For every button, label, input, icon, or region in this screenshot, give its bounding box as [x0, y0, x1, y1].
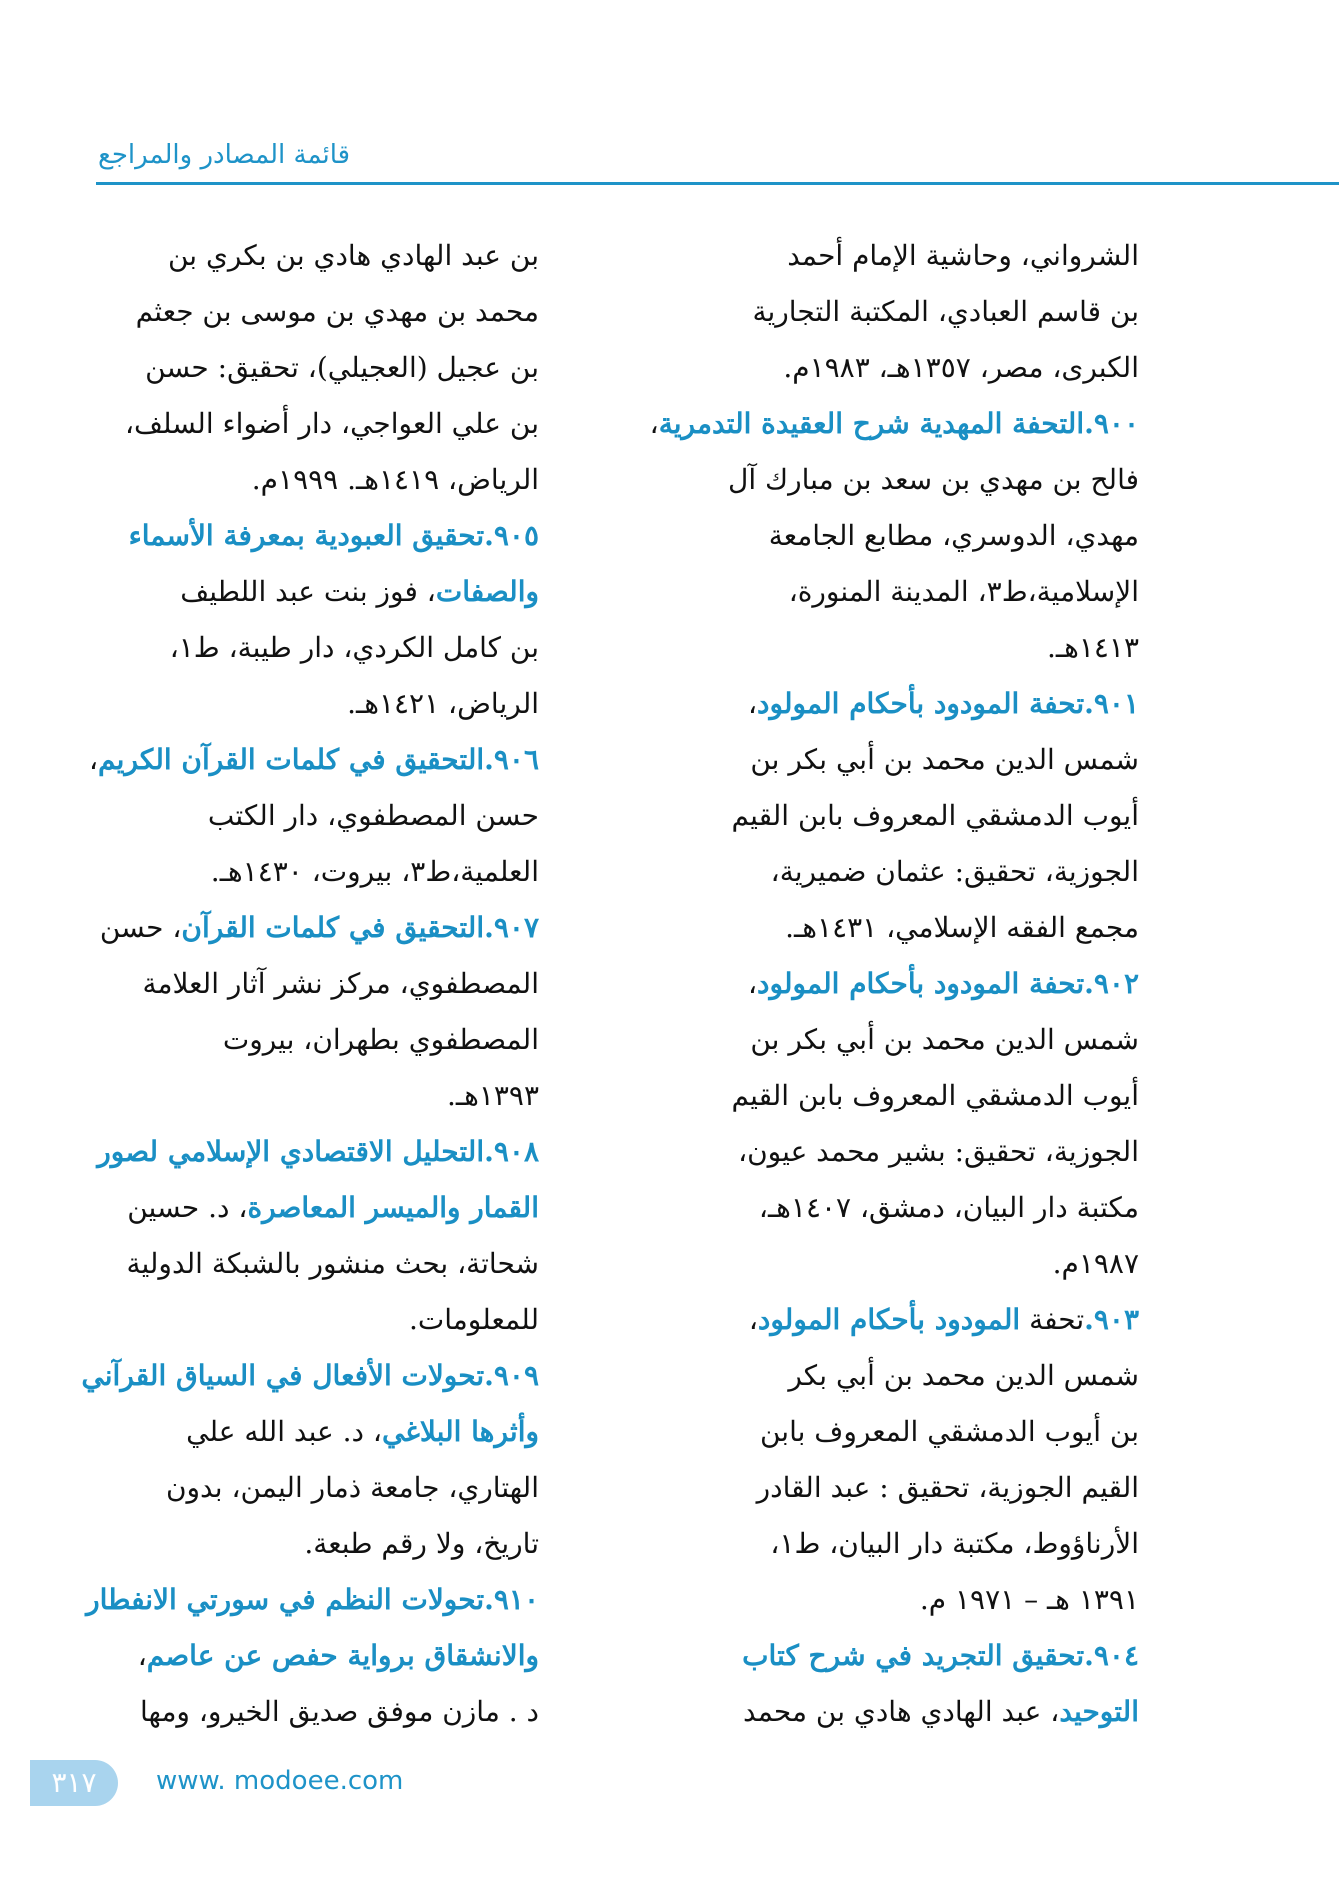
- text-line: [119, 620, 539, 676]
- text-line: [81, 1348, 539, 1404]
- text-line: [119, 340, 539, 396]
- text-line: [119, 844, 539, 900]
- text-line: [119, 396, 539, 452]
- text-line: [639, 1404, 1139, 1460]
- entry-number: ٩٠٨.: [484, 1135, 539, 1168]
- text-line: [119, 1068, 539, 1124]
- entry-title: تحفة المودود بأحكام المولود: [757, 687, 1085, 720]
- text-line: [639, 900, 1139, 956]
- text-line: [639, 1628, 1139, 1684]
- entry-title: التوحيد: [1059, 1695, 1139, 1728]
- entry-text: ١٣٩٣هـ.: [446, 1079, 539, 1112]
- page-header-title: قائمة المصادر والمراجع: [98, 140, 351, 170]
- entry-text: للمعلومات.: [408, 1303, 539, 1336]
- entry-title: والصفات: [435, 575, 539, 608]
- text-line: [639, 844, 1139, 900]
- entry-text: بن أيوب الدمشقي المعروف بابن: [759, 1415, 1139, 1448]
- text-line: [639, 508, 1139, 564]
- entry-title: والانشقاق برواية حفص عن عاصم: [146, 1639, 539, 1672]
- text-line: [639, 1572, 1139, 1628]
- text-line: [119, 788, 539, 844]
- text-line: [639, 564, 1139, 620]
- entry-text: تاريخ، ولا رقم طبعة.: [304, 1527, 539, 1560]
- text-line: [639, 1180, 1139, 1236]
- text-line: [639, 732, 1139, 788]
- text-line: [639, 676, 1139, 732]
- entry-text: مجمع الفقه الإسلامي، ١٤٣١هـ.: [785, 911, 1139, 944]
- entry-text: الكبرى، مصر، ١٣٥٧هـ، ١٩٨٣م.: [783, 351, 1139, 384]
- text-line: [119, 564, 539, 620]
- entry-text: ، عبد الهادي هادي بن محمد: [743, 1695, 1060, 1728]
- entry-text: القيم الجوزية، تحقيق : عبد القادر: [756, 1471, 1139, 1504]
- entry-text: أيوب الدمشقي المعروف بابن القيم: [731, 799, 1139, 832]
- text-line: [119, 228, 539, 284]
- entry-text: ،: [747, 687, 758, 720]
- entry-text: ١٣٩١ هـ – ١٩٧١ م.: [919, 1583, 1139, 1616]
- text-line: [639, 1236, 1139, 1292]
- entry-title: تحفة المودود بأحكام المولود: [757, 967, 1085, 1000]
- text-line: [119, 1012, 539, 1068]
- text-line: [119, 508, 539, 564]
- entry-text: الجوزية، تحقيق: عثمان ضميرية،: [770, 855, 1139, 888]
- text-line: [639, 1460, 1139, 1516]
- entry-text: شمس الدين محمد بن أبي بكر بن: [750, 1023, 1139, 1056]
- entry-text: ،: [649, 407, 659, 440]
- entry-title: تحقيق التجريد في شرح كتاب: [742, 1639, 1085, 1672]
- text-line: [99, 900, 539, 956]
- entry-title: تحولات النظم في سورتي الانفطار: [86, 1583, 485, 1616]
- entry-title: التحقيق في كلمات القرآن: [181, 911, 485, 944]
- entry-title: تحقيق العبودية بمعرفة الأسماء: [128, 519, 485, 552]
- entry-text: بن علي العواجي، دار أضواء السلف،: [125, 407, 539, 440]
- entry-text: أيوب الدمشقي المعروف بابن القيم: [731, 1079, 1139, 1112]
- entry-text: بن قاسم العبادي، المكتبة التجارية: [752, 295, 1139, 328]
- text-line: [119, 1292, 539, 1348]
- entry-title: التحقيق في كلمات القرآن الكريم: [98, 743, 485, 776]
- text-line: [119, 1684, 539, 1740]
- right-column: [639, 228, 1139, 1740]
- text-line: [86, 1572, 539, 1628]
- entry-number: ٩٠٥.: [484, 519, 539, 552]
- left-column: [81, 228, 539, 1740]
- text-line: [119, 1404, 539, 1460]
- text-line: [119, 452, 539, 508]
- entry-text: ،: [747, 967, 758, 1000]
- entry-number: ٩٠٧.: [484, 911, 539, 944]
- entry-text: ، حسن: [99, 911, 182, 944]
- entry-text: محمد بن مهدي بن موسى بن جعثم: [135, 295, 539, 328]
- text-line: [639, 452, 1139, 508]
- text-line: [639, 340, 1139, 396]
- entry-title: التحفة المهدية شرح العقيدة التدمرية: [658, 407, 1085, 440]
- entry-text: مهدي، الدوسري، مطابع الجامعة: [768, 519, 1139, 552]
- entry-text: ١٩٨٧م.: [1052, 1247, 1139, 1280]
- entry-title: المودود بأحكام المولود: [757, 1303, 1021, 1336]
- text-line: [119, 1460, 539, 1516]
- entry-text: الرياض، ١٤٢١هـ.: [347, 687, 539, 720]
- entry-title: وأثرها البلاغي: [381, 1415, 539, 1448]
- entry-number: ٩١٠.: [484, 1583, 539, 1616]
- text-line: [639, 1068, 1139, 1124]
- entry-text: فالح بن مهدي بن سعد بن مبارك آل: [727, 463, 1139, 496]
- entry-title: تحولات الأفعال في السياق القرآني: [81, 1359, 485, 1392]
- text-line: [639, 1684, 1139, 1740]
- entry-text: ، فوز بنت عبد اللطيف: [180, 575, 436, 608]
- entry-number: ٩٠٣.: [1084, 1303, 1139, 1336]
- entry-text: ١٤١٣هـ.: [1046, 631, 1139, 664]
- entry-text: شحاتة، بحث منشور بالشبكة الدولية: [126, 1247, 539, 1280]
- entry-number: ٩٠١.: [1084, 687, 1139, 720]
- text-line: [639, 1292, 1139, 1348]
- entry-text: الإسلامية،ط٣، المدينة المنورة،: [788, 575, 1139, 608]
- entry-number: ٩٠٢.: [1084, 967, 1139, 1000]
- entry-number: ٩٠٤.: [1084, 1639, 1139, 1672]
- entry-text: ،: [137, 1639, 147, 1672]
- entry-number: ٩٠٦.: [484, 743, 539, 776]
- entry-text: شمس الدين محمد بن أبي بكر بن: [750, 743, 1139, 776]
- text-line: [119, 1236, 539, 1292]
- entry-text: تحفة: [1020, 1303, 1085, 1336]
- text-line: [639, 1012, 1139, 1068]
- website-url[interactable]: www. modoee.com: [156, 1766, 404, 1796]
- text-line: [119, 284, 539, 340]
- entry-text: العلمية،ط٣، بيروت، ١٤٣٠هـ.: [210, 855, 539, 888]
- entry-text: ،: [748, 1303, 758, 1336]
- text-line: [119, 1628, 539, 1684]
- text-line: [119, 956, 539, 1012]
- text-line: [639, 228, 1139, 284]
- entry-text: بن عبد الهادي هادي بن بكري بن: [167, 239, 539, 272]
- text-line: [88, 732, 539, 788]
- text-line: [119, 1516, 539, 1572]
- entry-text: بن عجيل (العجيلي)، تحقيق: حسن: [145, 351, 539, 384]
- entry-text: الجوزية، تحقيق: بشير محمد عيون،: [738, 1135, 1139, 1168]
- text-line: [639, 1516, 1139, 1572]
- entry-text: ، د. عبد الله علي: [186, 1415, 382, 1448]
- text-line: [97, 1124, 539, 1180]
- entry-number: ٩٠٠.: [1084, 407, 1139, 440]
- text-line: [639, 788, 1139, 844]
- text-line: [639, 284, 1139, 340]
- entry-text: المصطفوي، مركز نشر آثار العلامة: [142, 967, 539, 1000]
- text-line: [639, 956, 1139, 1012]
- text-line: [639, 1124, 1139, 1180]
- entry-text: د . مازن موفق صديق الخيرو، ومها: [140, 1695, 539, 1728]
- entry-text: الشرواني، وحاشية الإمام أحمد: [787, 239, 1139, 272]
- entry-text: الهتاري، جامعة ذمار اليمن، بدون: [165, 1471, 539, 1504]
- text-line: [639, 620, 1139, 676]
- text-line: [639, 396, 1139, 452]
- entry-text: الرياض، ١٤١٩هـ. ١٩٩٩م.: [251, 463, 539, 496]
- entry-text: الأرناؤوط، مكتبة دار البيان، ط١،: [770, 1527, 1139, 1560]
- page-number-badge: ٣١٧: [30, 1760, 118, 1806]
- entry-text: ،: [88, 743, 99, 776]
- entry-text: حسن المصطفوي، دار الكتب: [207, 799, 539, 832]
- entry-number: ٩٠٩.: [484, 1359, 539, 1392]
- entry-title: التحليل الاقتصادي الإسلامي لصور: [97, 1135, 485, 1168]
- entry-text: ، د. حسين: [127, 1191, 248, 1224]
- entry-text: شمس الدين محمد بن أبي بكر: [788, 1359, 1139, 1392]
- text-line: [119, 1180, 539, 1236]
- entry-title: القمار والميسر المعاصرة: [247, 1191, 539, 1224]
- text-line: [119, 676, 539, 732]
- entry-text: المصطفوي بطهران، بيروت: [222, 1023, 539, 1056]
- text-line: [639, 1348, 1139, 1404]
- entry-text: مكتبة دار البيان، دمشق، ١٤٠٧هـ،: [758, 1191, 1139, 1224]
- entry-text: بن كامل الكردي، دار طيبة، ط١،: [169, 631, 539, 664]
- header-rule: [96, 182, 1339, 185]
